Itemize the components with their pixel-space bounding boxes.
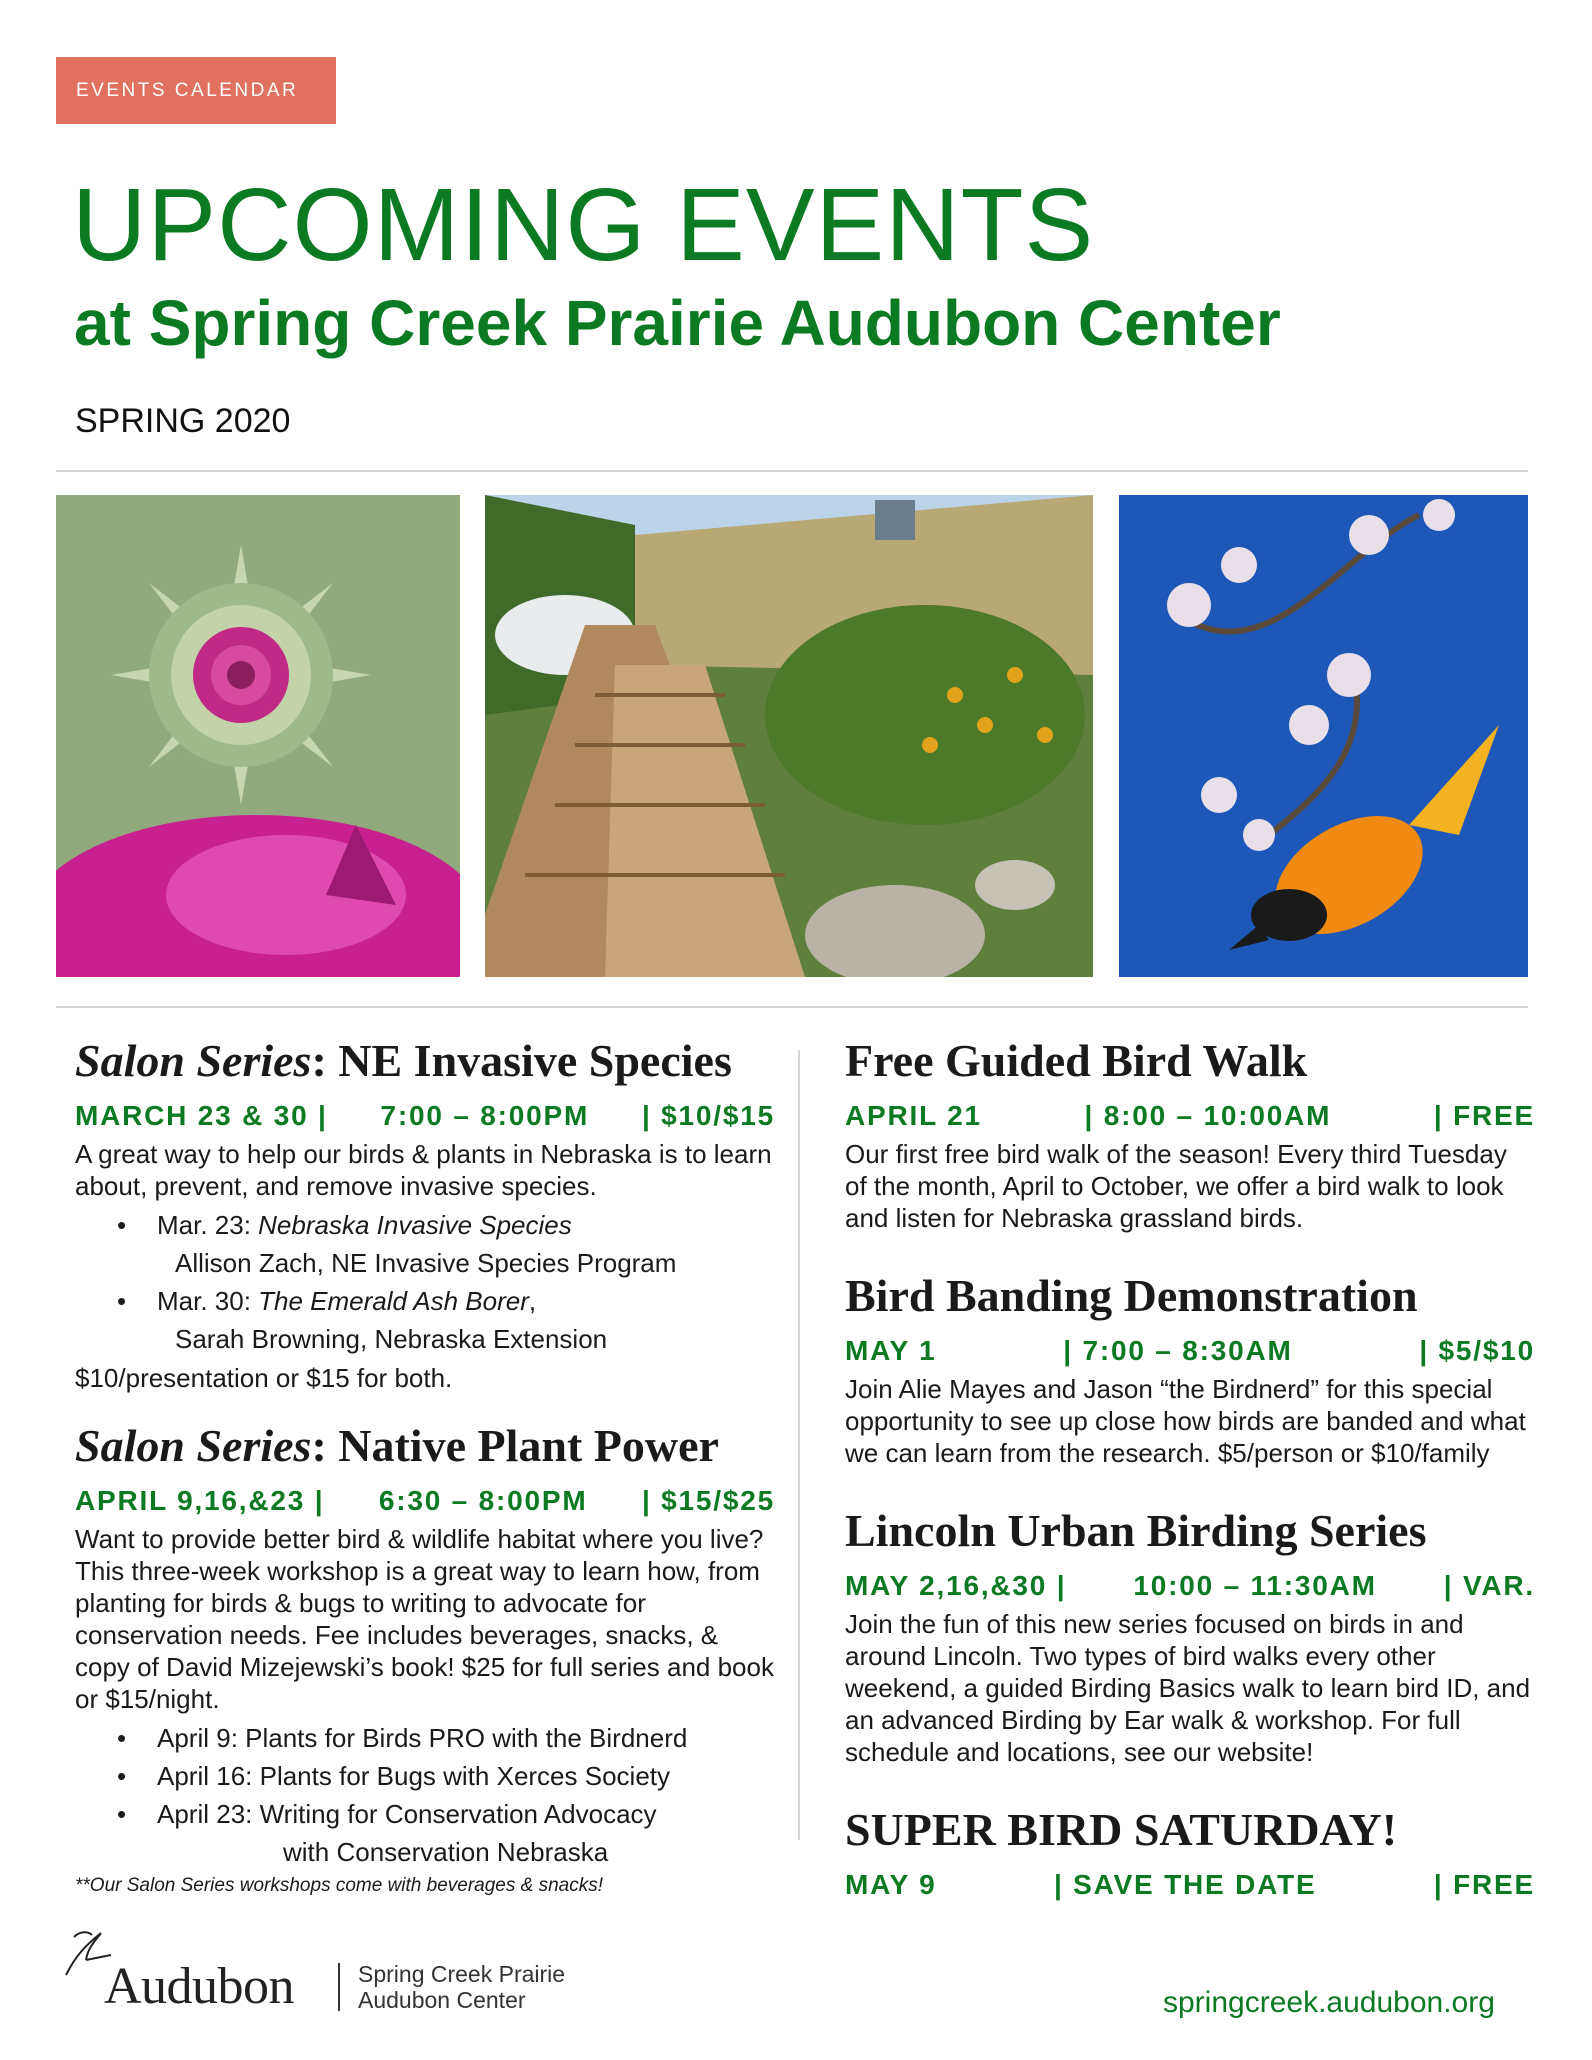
event-title: Free Guided Bird Walk (845, 1035, 1308, 1086)
event-description: A great way to help our birds & plants in Nebraska is to learn about, prevent, and remove invasive species. (75, 1138, 772, 1201)
event-date: MAY 2,16,&30 | (845, 1569, 1067, 1601)
event-meta (75, 1485, 775, 1517)
event-title: Lincoln Urban Birding Series (845, 1504, 1427, 1556)
event-title: SUPER BIRD SATURDAY! (845, 1803, 1398, 1855)
event-title-series: Salon Series (75, 1035, 312, 1086)
session-date: Mar. 23: (157, 1209, 259, 1240)
salon-series-note: **Our Salon Series workshops come with beverages & snacks! (75, 1874, 604, 1896)
event-invasive-species (75, 1035, 775, 1394)
event-time: 10:00 – 11:30AM (1133, 1569, 1377, 1601)
page-subtitle: at Spring Creek Prairie Audubon Center (74, 287, 1281, 359)
events-calendar-tag: EVENTS CALENDAR (56, 57, 336, 124)
event-description: Our first free bird walk of the season! Every third Tuesday of the month, April to October, we offer a bird walk to look and listen for Nebraska grassland birds. (845, 1138, 1507, 1233)
logo-org-line2: Audubon Center (358, 1987, 526, 2013)
event-price: | $5/$10 (1419, 1334, 1535, 1366)
event-sessions (75, 1719, 775, 1871)
audubon-logo (56, 1925, 616, 2015)
oriole-bird-photo (1119, 495, 1528, 977)
session-text: April 16: Plants for Bugs with Xerces Society (157, 1760, 671, 1791)
event-title (75, 1035, 775, 1088)
column-divider (798, 1050, 800, 1840)
thistle-flower-photo (56, 495, 460, 977)
event-date: MAY 1 (845, 1334, 937, 1366)
event-title-series: Salon Series (75, 1419, 312, 1471)
event-price: | $10/$15 (641, 1099, 775, 1131)
session-speaker: Allison Zach, NE Invasive Species Program (175, 1247, 677, 1278)
event-price: | FREE (1433, 1099, 1535, 1131)
session-item (75, 1282, 775, 1358)
event-native-plant-power (75, 1420, 775, 1897)
event-bird-banding (845, 1270, 1535, 1469)
event-date: APRIL 9,16,&23 | (75, 1484, 325, 1516)
event-date: APRIL 21 (845, 1099, 982, 1131)
event-meta (845, 1100, 1535, 1132)
event-price: | VAR. (1443, 1569, 1535, 1601)
event-meta (845, 1335, 1535, 1367)
event-time: | 8:00 – 10:00AM (1084, 1099, 1332, 1131)
event-date: MARCH 23 & 30 | (75, 1099, 328, 1131)
logo-org-line1: Spring Creek Prairie (358, 1961, 566, 1987)
session-text: April 9: Plants for Birds PRO with the Birdnerd (157, 1722, 688, 1753)
logo-separator (338, 1963, 340, 2011)
event-meta (845, 1869, 1535, 1901)
event-sessions (75, 1206, 775, 1358)
event-pricing-note: $10/presentation or $15 for both. (75, 1362, 453, 1393)
session-text: April 23: Writing for Conservation Advocacy (157, 1798, 657, 1829)
event-bird-walk (845, 1035, 1535, 1234)
event-time: 6:30 – 8:00PM (378, 1484, 588, 1516)
session-item (75, 1757, 775, 1795)
website-link[interactable]: springcreek.audubon.org (1163, 1986, 1495, 2019)
event-urban-birding (845, 1505, 1535, 1768)
divider-middle (56, 1006, 1528, 1008)
page-title: UPCOMING EVENTS (72, 167, 1095, 282)
event-price: | FREE (1433, 1868, 1535, 1900)
event-title: Bird Banding Demonstration (845, 1269, 1418, 1321)
event-date: MAY 9 (845, 1868, 937, 1900)
session-speaker: with Conservation Nebraska (283, 1836, 609, 1867)
event-description: Want to provide better bird & wildlife habitat where you live? This three-week workshop is a great way to learn how, from planting for birds & bugs to writing to advocate for conservation needs. Fee includes beverages, snacks, & copy of David Mizejewski’s book! $25 for full series and book or $15/night. (75, 1523, 774, 1714)
session-punct: , (528, 1285, 537, 1316)
event-time: | SAVE THE DATE (1053, 1868, 1317, 1900)
event-meta (75, 1100, 775, 1132)
event-description: Join the fun of this new series focused on birds in and around Lincoln. Two types of bird walks every other weekend, a guided Birding Basics walk to learn bird ID, and an advanced Birding by Ear walk & workshop. For full schedule and locations, see our website! (845, 1608, 1531, 1767)
garden-path-photo (485, 495, 1093, 977)
event-time: | 7:00 – 8:30AM (1063, 1334, 1293, 1366)
divider-top (56, 470, 1528, 472)
logo-wordmark: Audubon (104, 1958, 295, 2015)
event-description: Join Alie Mayes and Jason “the Birdnerd” for this special opportunity to see up close how birds are banded and what we can learn from the research. $5/person or $10/family (845, 1373, 1526, 1468)
event-meta (845, 1570, 1535, 1602)
session-item (75, 1719, 775, 1757)
event-title (75, 1420, 775, 1473)
session-speaker: Sarah Browning, Nebraska Extension (175, 1323, 608, 1354)
event-super-bird-saturday (845, 1804, 1535, 1901)
event-title-topic: : Native Plant Power (311, 1419, 719, 1471)
session-item (75, 1795, 775, 1871)
session-topic: The Emerald Ash Borer (258, 1285, 529, 1316)
left-column (75, 1035, 775, 1897)
session-item (75, 1206, 775, 1282)
event-time: 7:00 – 8:00PM (380, 1099, 590, 1131)
right-column (845, 1035, 1535, 1907)
event-price: | $15/$25 (641, 1484, 775, 1516)
session-topic: Nebraska Invasive Species (258, 1209, 572, 1240)
event-title-topic: : NE Invasive Species (311, 1035, 732, 1086)
season-label: SPRING 2020 (75, 402, 291, 440)
session-date: Mar. 30: (157, 1285, 259, 1316)
